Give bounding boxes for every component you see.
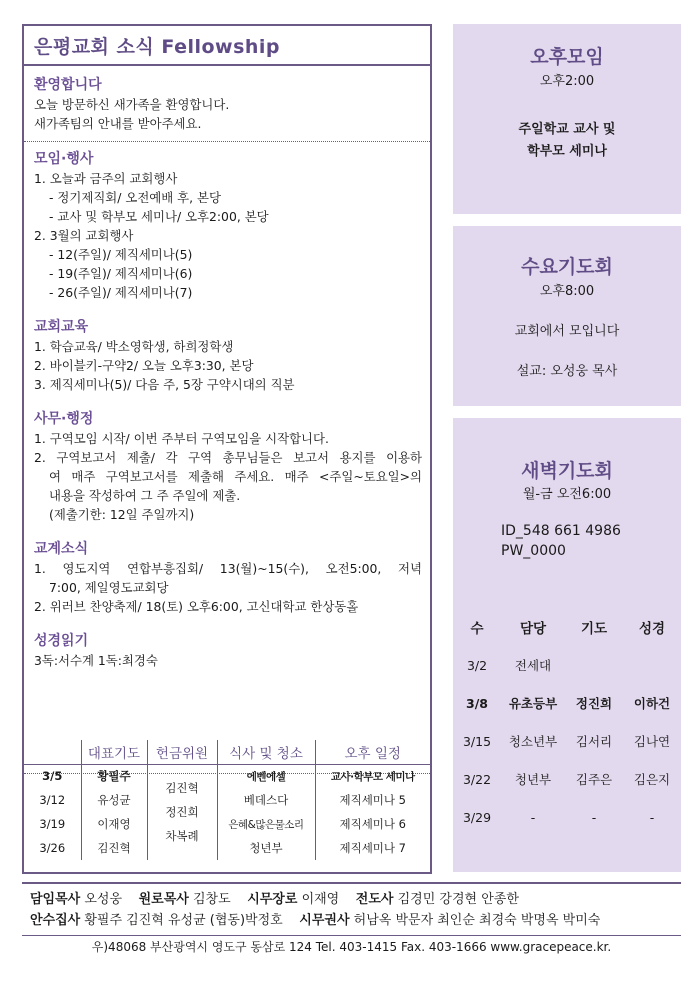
wednesday-sermon: 설교: 오성웅 목사 [516,364,618,379]
dawn-bible [623,646,681,684]
table-row [24,788,430,812]
news-section [24,142,430,774]
admin-heading: 사무·행정 [34,411,94,427]
staff-role: 전도사 [355,892,394,907]
staff-list [22,882,681,936]
events-line: - 정기제직회/ 오전예배 후, 본당 [49,190,221,205]
events-line: 1. 오늘과 금주의 교회행사 [34,171,178,186]
page-title: 은평교회 소식 Fellowship [24,26,430,66]
events-heading: 모임·행사 [34,151,94,167]
wednesday-time: 오후8:00 [539,284,595,299]
schedule-date: 3/19 [39,817,66,831]
staff-names: 이재영 [301,892,340,907]
education-line: 3. 제직세미나(5)/ 다음 주, 5장 구약시대의 직분 [34,377,295,392]
dawn-header: 성경 [638,621,666,637]
schedule-table [24,740,430,860]
dawn-bible: 김나연 [633,734,671,749]
dawn-title: 새벽기도회 [521,460,613,482]
staff-role: 원로목사 [138,892,189,907]
churches-heading: 교계소식 [34,541,89,557]
staff-role: 시무장로 [247,892,298,907]
dawn-header: 담당 [519,621,547,637]
schedule-prayer: 김진혁 [81,836,147,860]
offering-name: 정진희 [165,805,199,820]
schedule-date: 3/5 [42,769,63,784]
events-line: - 교사 및 학부모 세미나/ 오후2:00, 본당 [49,209,269,224]
table-row [453,646,681,684]
schedule-prayer: 유성균 [81,788,147,812]
wednesday-title: 수요기도회 [521,256,613,278]
education-line: 1. 학습교육/ 박소영학생, 하희정학생 [34,339,234,354]
table-row [24,812,430,836]
schedule-meal: 에벤에셀 [217,764,315,788]
welcome-section [24,66,430,142]
schedule-afternoon: 제직세미나 7 [315,836,430,860]
schedule-meal: 베데스다 [217,788,315,812]
dawn-leader: 전세대 [514,658,552,673]
dawn-bible: 이하건 [633,696,671,711]
schedule-afternoon: 제직세미나 6 [315,812,430,836]
churches-line: 7:00, 제일영도교회당 [49,580,169,595]
dawn-bible: - [649,809,655,825]
schedule-afternoon: 제직세미나 5 [315,788,430,812]
schedule-date: 3/12 [39,793,66,807]
table-row [24,764,430,788]
schedule-header: 헌금위원 [147,740,217,764]
staff-names: 김경민 강경현 안종한 [397,892,519,907]
dawn-leader: 유초등부 [508,696,558,711]
dawn-leader: 청소년부 [508,734,558,749]
schedule-header: 대표기도 [81,740,147,764]
schedule-prayer: 황필주 [81,764,147,788]
events-line: - 26(주일)/ 제직세미나(7) [49,285,193,300]
dawn-time: 월-금 오전6:00 [522,487,612,502]
schedule-meal: 은혜&많은물소리 [217,812,315,836]
service-schedule [24,740,430,860]
table-row [453,760,681,798]
dawn-date: 3/8 [466,695,488,711]
schedule-meal: 청년부 [217,836,315,860]
zoom-password: PW_0000 [501,543,566,559]
staff-names: 오성웅 [84,892,123,907]
dawn-schedule-table [453,608,681,836]
schedule-date: 3/26 [39,841,66,855]
education-heading: 교회교육 [34,319,89,335]
dawn-leader: - [530,809,536,825]
schedule-header: 식사 및 청소 [217,740,315,764]
dawn-header: 기도 [580,621,608,637]
admin-line: 1. 구역모임 시작/ 이번 주부터 구역모임을 시작합니다. [34,431,329,446]
dawn-header-row [453,608,681,646]
table-row [24,836,430,860]
staff-line [30,889,675,910]
staff-role: 안수집사 [30,913,81,928]
afternoon-meeting-panel [453,24,681,214]
schedule-header-row [24,740,430,764]
events-line: - 12(주일)/ 제직세미나(5) [49,247,193,262]
zoom-id: ID_548 661 4986 [501,523,621,539]
welcome-line: 오늘 방문하신 새가족을 환영합니다. [34,97,230,112]
admin-line: (제출기한: 12일 주일까지) [49,507,195,522]
schedule-header [24,740,81,764]
dawn-date: 3/2 [466,657,488,673]
schedule-header: 오후 일정 [315,740,430,764]
education-line: 2. 바이블키-구약2/ 오늘 오후3:30, 본당 [34,358,254,373]
dawn-date: 3/15 [462,733,492,749]
afternoon-meeting-desc: 학부모 세미나 [527,144,607,159]
wednesday-place: 교회에서 모입니다 [514,324,620,339]
schedule-offering [147,764,217,860]
table-row [453,722,681,760]
afternoon-meeting-desc: 주일학교 교사 및 [518,122,616,137]
staff-names: 김창도 [192,892,231,907]
bible-line: 3독:서수계 1독:최경숙 [34,653,158,668]
afternoon-meeting-title: 오후모임 [530,46,604,68]
bible-heading: 성경읽기 [34,633,89,649]
schedule-prayer: 이재영 [81,812,147,836]
dawn-date: 3/22 [462,771,492,787]
admin-line: 내용을 작성하여 그 주 주일에 제출. [49,488,241,503]
staff-names: 허남옥 박문자 최인순 최경숙 박명옥 박미숙 [353,913,601,928]
dawn-prayer: 김서리 [575,734,613,749]
admin-line: 여 매주 구역보고서를 제출해 주세요. 매주 <주일~토요일>의 [49,469,422,484]
admin-line: 2. 구역보고서 제출/ 각 구역 총무님들은 보고서 용지를 이용하 [34,450,422,465]
dawn-prayer-panel [453,418,681,872]
dawn-prayer: - [591,809,597,825]
welcome-line: 새가족팀의 안내를 받아주세요. [34,116,202,131]
dawn-date: 3/29 [462,809,492,825]
news-panel [22,24,432,874]
table-row [453,684,681,722]
wednesday-prayer-panel [453,226,681,406]
dawn-header: 수 [470,621,484,637]
dawn-bible: 김은지 [633,772,671,787]
afternoon-meeting-time: 오후2:00 [539,74,595,89]
church-address: 우)48068 부산광역시 영도구 동삼로 124 Tel. 403-1415 Fax. 403-1666 www.gracepeace.kr. [91,940,612,954]
staff-role: 시무권사 [299,913,350,928]
dawn-leader: 청년부 [514,772,552,787]
offering-name: 차복례 [165,829,199,844]
churches-line: 2. 위러브 찬양축제/ 18(토) 오후6:00, 고신대학교 한상동홀 [34,599,359,614]
welcome-heading: 환영합니다 [34,77,102,93]
staff-names: 황필주 김진혁 유성균 (협동)박정호 [84,913,283,928]
dawn-prayer [565,646,623,684]
schedule-afternoon: 교사·학부모 세미나 [315,764,430,788]
dawn-prayer: 정진희 [575,696,613,711]
table-row [453,798,681,836]
events-line: 2. 3월의 교회행사 [34,228,134,243]
staff-line [30,910,675,931]
dawn-prayer: 김주은 [575,772,613,787]
offering-name: 김진혁 [165,781,199,796]
events-line: - 19(주일)/ 제직세미나(6) [49,266,193,281]
churches-line: 1. 영도지역 연합부흥집회/ 13(월)~15(수), 오전5:00, 저녁 [34,561,422,576]
staff-role: 담임목사 [30,892,81,907]
